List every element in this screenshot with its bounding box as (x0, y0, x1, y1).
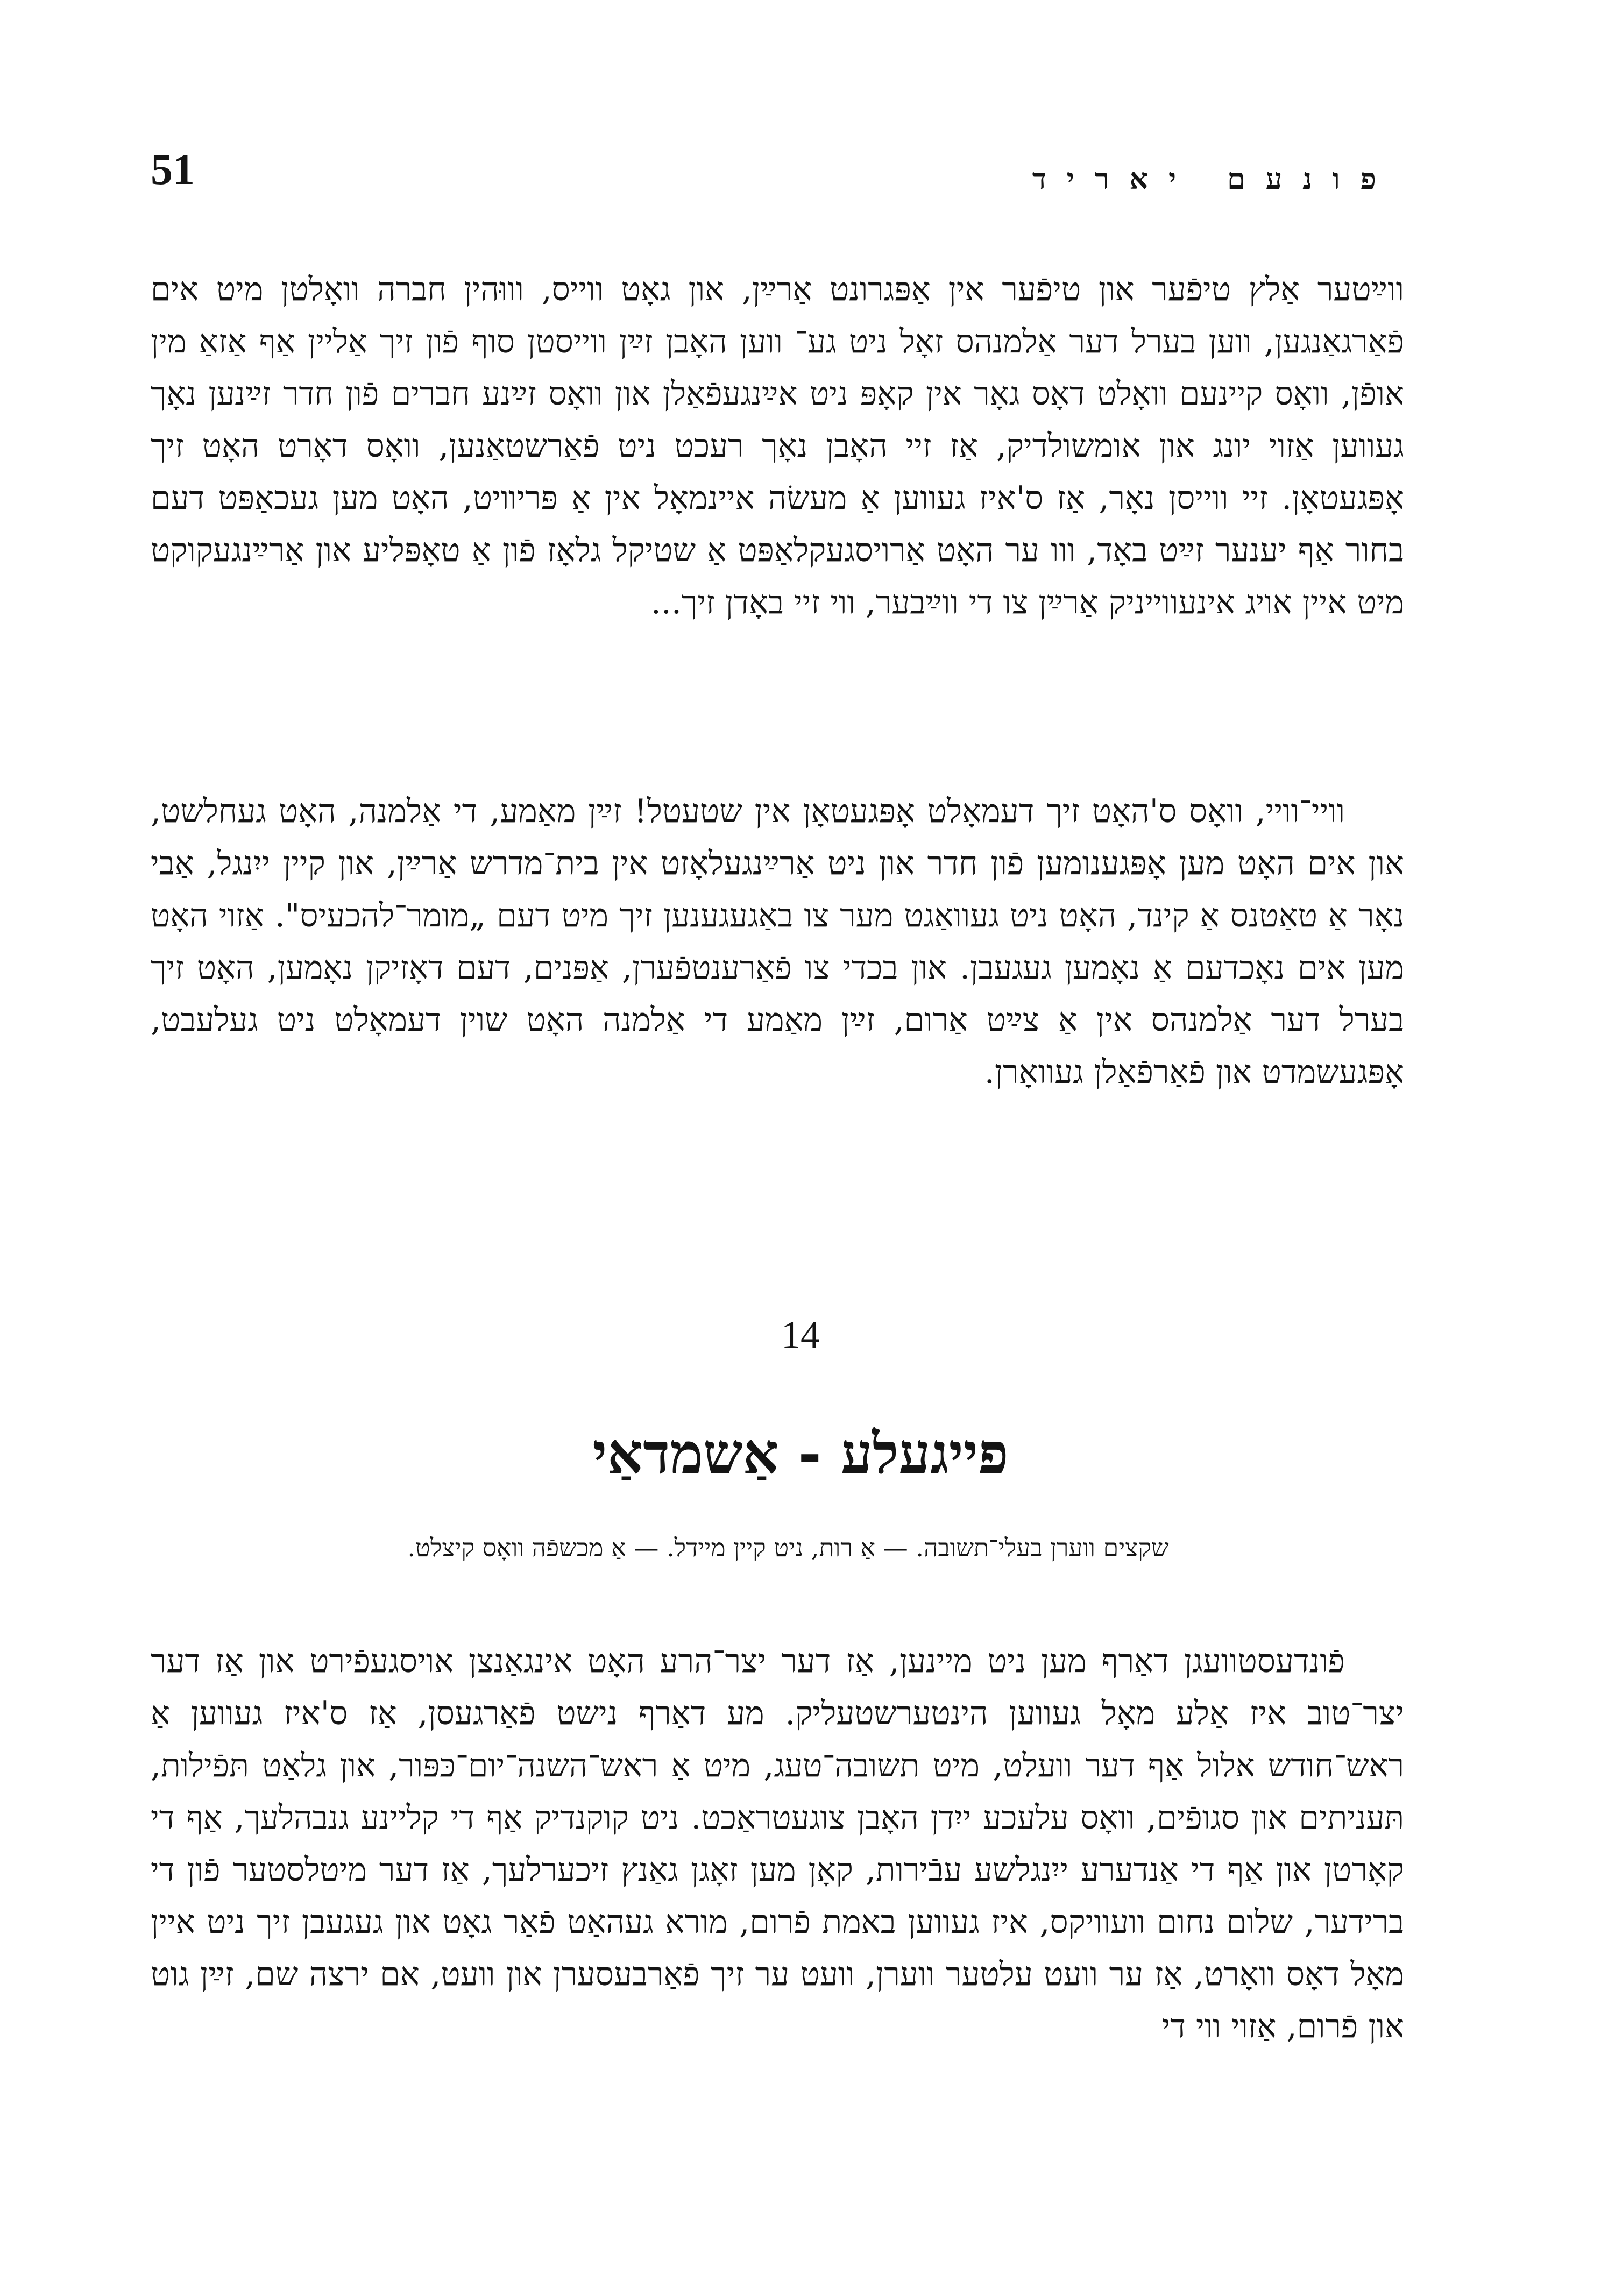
running-head: פונעם יאריד (1032, 161, 1397, 196)
page-number: 51 (151, 145, 195, 194)
chapter-summary: שקצים ווערן בעלי־תשובה. — אַ רות, ניט קיין מיידל. — אַ מכשפֿה וואָס קיצלט. (407, 1533, 1169, 1562)
chapter-title: פייגעלע - אַשמדאַי (592, 1420, 1009, 1486)
paragraph: פֿונדעסטוועגן דאַרף מען ניט מיינען, אַז דער יצר־הרע האָט אינגאַנצן אויסגעפֿירט און אַז דער יצר־טוב איז אַלע מאָל געווען הינטערשטעליק. מע דאַרף נישט פֿאַרגעסן, אַז ס'איז געווען אַ ראש־חודש אלול אַף דער וועלט, מיט תשובה־טעג, מיט אַ ראש־השנה־יום־כּפּור, און גלאַט תּפֿילות, תּעניתים און סגופֿים, וואָס עלעכע ייִדן האָבן צוגעטראַכט. ניט קוקנדיק אַף די קליינע גנבהלעך, אַף די קאָרטן און אַף די אַנדערע ייִנגלשע עבֿירות, קאָן מען זאָגן גאַנץ זיכערלעך, אַז דער מיטלסטער פֿון די ברידער, שלום נחום וועוויקס, איז געווען באמת פֿרום, מורא געהאַט פֿאַר גאָט און געגעבן זיך ניט איין מאָל דאָס וואָרט, אַז ער וועט עלטער ווערן, וועט ער זיך פֿאַרבעסערן און וועט, אם ירצה שם, זײַן גוט און פֿרום, אַזוי ווי די (151, 1642, 1404, 2045)
paragraph: ווײַטער אַלץ טיפֿער און טיפֿער אין אַפּגרונט אַרײַן, און גאָט ווייס, וווּהין חברה וואָלטן מיט אים פֿאַרגאַנגען, ווען בערל דער אַלמנהס זאָל ניט גע־ ווען האָבן זײַן ווייסטן סוף פֿון זיך אַליין אַף אַזאַ מין אופֿן, וואָס קיינעם וואָלט דאָס גאָר אין קאָפּ ניט אײַנגעפֿאַלן און וואָס זײַנע חברים פֿון חדר זײַנען נאָך געווען אַזוי יונג און אומשולדיק, אַז זיי האָבן נאָך רעכט ניט פֿאַרשטאַנען, וואָס דאָרט האָט זיך אָפּגעטאָן. זיי ווייסן נאָר, אַז ס'איז געווען אַ מעשׂה איינמאָל אין אַ פּריװיט, האָט מען געכאַפּט דעם בחור אַף יענער זײַט באָד, ווו ער האָט אַרויסגעקלאַפּט אַ שטיקל גלאָז פֿון אַ טאָפּליע און אַרײַנגעקוקט מיט איין אויג אינעווייניק אַרײַן צו די ווײַבער, ווי זיי באָדן זיך... (151, 271, 1404, 621)
paragraph: וויי־וויי, וואָס ס'האָט זיך דעמאָלט אָפּגעטאָן אין שטעטל! זײַן מאַמע, די אַלמנה, האָט געחלשט, און אים האָט מען אָפּגענומען פֿון חדר און ניט אַרײַנגעלאָזט אין בית־מדרש אַרײַן, און קיין ייִנגל, אַבי נאָר אַ טאַטנס אַ קינד, האָט ניט געוואַגט מער צו באַגעגענען זיך מיט דעם „מומר־להכעיס". אַזוי האָט מען אים נאָכדעם אַ נאָמען געגעבן. און בכדי צו פֿאַרענטפֿערן, אַפּנים, דעם דאָזיקן נאָמען, האָט זיך בערל דער אַלמנהס אין אַ צײַט אַרום, זײַן מאַמע די אַלמנה האָט שוין דעמאָלט ניט געלעבט, אָפּגעשמדט און פֿאַרפֿאַלן געוואָרן. (151, 792, 1404, 1091)
chapter-number: 14 (781, 1313, 820, 1356)
